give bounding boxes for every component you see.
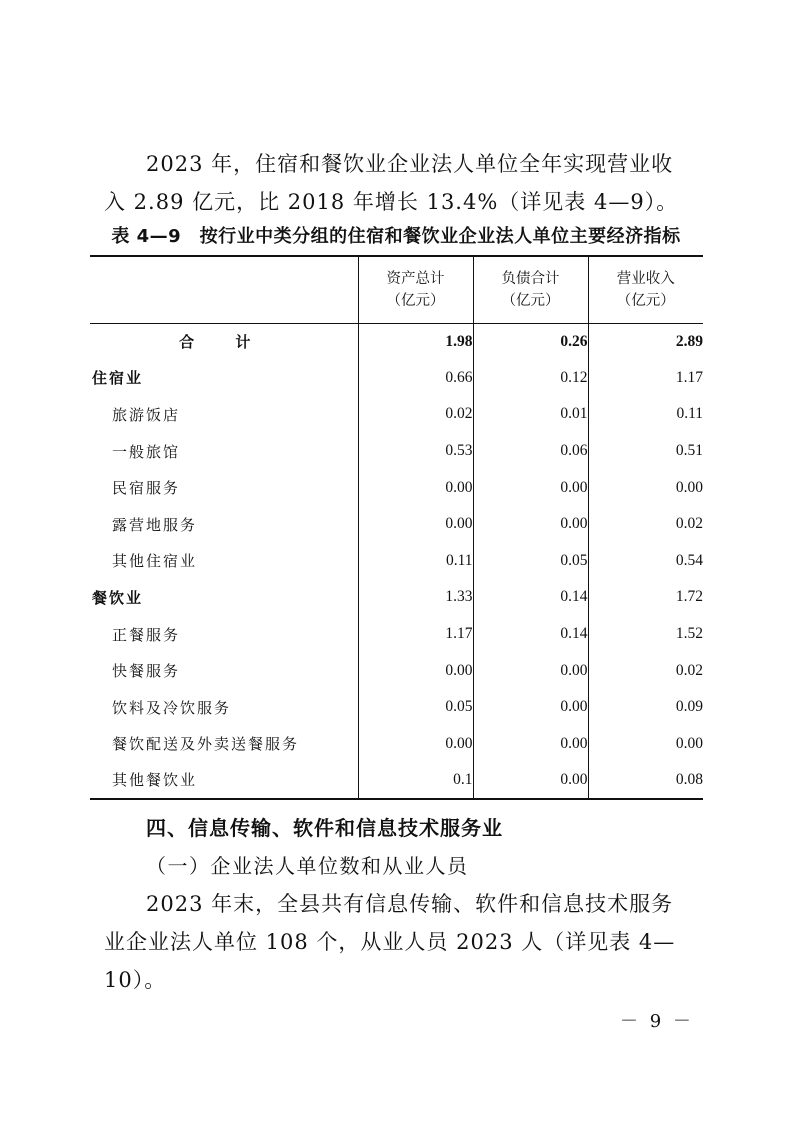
table-row bbox=[90, 396, 703, 433]
cell-total-liabilities: 0.14 bbox=[473, 579, 588, 616]
cell-operating-revenue: 0.54 bbox=[588, 543, 703, 580]
table-row bbox=[90, 433, 703, 470]
cell-total-liabilities: 0.00 bbox=[473, 762, 588, 799]
cell-operating-revenue: 1.17 bbox=[588, 360, 703, 397]
cell-total-assets: 1.98 bbox=[358, 323, 473, 360]
table-row bbox=[90, 689, 703, 726]
table-row bbox=[90, 616, 703, 653]
cell-total-assets: 0.05 bbox=[358, 689, 473, 726]
cell-operating-revenue: 0.00 bbox=[588, 726, 703, 763]
cell-total-assets: 0.02 bbox=[358, 396, 473, 433]
cell-total-liabilities: 0.00 bbox=[473, 652, 588, 689]
intro-paragraph bbox=[104, 145, 694, 221]
section-heading: 四、信息传输、软件和信息技术服务业 bbox=[146, 816, 503, 840]
cell-operating-revenue: 0.11 bbox=[588, 396, 703, 433]
table-row bbox=[90, 469, 703, 506]
cell-operating-revenue: 0.08 bbox=[588, 762, 703, 799]
cell-operating-revenue: 1.52 bbox=[588, 616, 703, 653]
cell-operating-revenue: 2.89 bbox=[588, 323, 703, 360]
header-total-liabilities: 负债合计 （亿元） bbox=[473, 256, 588, 323]
cell-total-liabilities: 0.01 bbox=[473, 396, 588, 433]
table-row bbox=[90, 652, 703, 689]
table-row bbox=[90, 726, 703, 763]
intro-paragraph-text: 2023 年，住宿和餐饮业企业法人单位全年实现营业收入 2.89 亿元，比 2018 年增长 13.4%（详见表 4—9）。 bbox=[104, 152, 679, 214]
row-label: 快餐服务 bbox=[112, 662, 181, 681]
cell-total-liabilities: 0.05 bbox=[473, 543, 588, 580]
section-paragraph bbox=[104, 885, 694, 999]
row-label: 旅游饭店 bbox=[112, 405, 181, 424]
row-label: 饮料及冷饮服务 bbox=[112, 698, 232, 717]
header-industry bbox=[90, 256, 358, 323]
cell-total-assets: 0.00 bbox=[358, 506, 473, 543]
cell-total-liabilities: 0.14 bbox=[473, 616, 588, 653]
cell-operating-revenue: 0.02 bbox=[588, 652, 703, 689]
row-label: 其他餐饮业 bbox=[90, 762, 358, 799]
cell-total-liabilities: 0.00 bbox=[473, 689, 588, 726]
cell-operating-revenue: 0.00 bbox=[588, 469, 703, 506]
cell-total-liabilities: 0.00 bbox=[473, 469, 588, 506]
cell-operating-revenue: 1.72 bbox=[588, 579, 703, 616]
cell-total-assets: 0.1 bbox=[358, 762, 473, 799]
table-row bbox=[90, 543, 703, 580]
page-number: － 9 － bbox=[620, 1011, 694, 1032]
cell-total-assets: 0.53 bbox=[358, 433, 473, 470]
table-title: 表 4—9 按行业中类分组的住宿和餐饮业企业法人单位主要经济指标 bbox=[111, 226, 681, 247]
cell-total-liabilities: 0.00 bbox=[473, 726, 588, 763]
cell-operating-revenue: 0.09 bbox=[588, 689, 703, 726]
table-row bbox=[90, 762, 703, 799]
cell-total-assets: 0.00 bbox=[358, 469, 473, 506]
cell-total-liabilities: 0.00 bbox=[473, 506, 588, 543]
row-label: 民宿服务 bbox=[112, 479, 181, 498]
cell-total-assets: 0.00 bbox=[358, 726, 473, 763]
table-row-category bbox=[90, 579, 703, 616]
table-row-category bbox=[90, 360, 703, 397]
table-header-row bbox=[90, 256, 703, 323]
cell-total-assets: 0.00 bbox=[358, 652, 473, 689]
row-label: 餐饮业 bbox=[92, 588, 144, 607]
row-label: 其他住宿业 bbox=[112, 552, 198, 571]
table-row bbox=[90, 506, 703, 543]
cell-total-liabilities: 0.12 bbox=[473, 360, 588, 397]
row-label: 餐饮配送及外卖送餐服务 bbox=[112, 735, 300, 754]
table-row-total bbox=[90, 323, 703, 360]
cell-total-liabilities: 0.26 bbox=[473, 323, 588, 360]
header-operating-revenue: 营业收入 （亿元） bbox=[588, 256, 703, 323]
cell-total-assets: 1.33 bbox=[358, 579, 473, 616]
row-label: 正餐服务 bbox=[112, 625, 181, 644]
cell-total-assets: 1.17 bbox=[358, 616, 473, 653]
cell-total-liabilities: 0.06 bbox=[473, 433, 588, 470]
row-label: 露营地服务 bbox=[112, 515, 198, 534]
economic-indicators-table bbox=[90, 255, 703, 800]
cell-operating-revenue: 0.02 bbox=[588, 506, 703, 543]
row-label: 一般旅馆 bbox=[112, 442, 181, 461]
subsection-heading: （一）企业法人单位数和从业人员 bbox=[146, 854, 469, 878]
row-label: 合 计 bbox=[179, 333, 269, 352]
cell-total-assets: 0.66 bbox=[358, 360, 473, 397]
cell-operating-revenue: 0.51 bbox=[588, 433, 703, 470]
section-paragraph-text: 2023 年末，全县共有信息传输、软件和信息技术服务业企业法人单位 108 个，从业人员 2023 人（详见表 4—10）。 bbox=[104, 892, 676, 992]
row-label: 住宿业 bbox=[92, 369, 144, 388]
header-total-assets: 资产总计 （亿元） bbox=[358, 256, 473, 323]
cell-total-assets: 0.11 bbox=[358, 543, 473, 580]
